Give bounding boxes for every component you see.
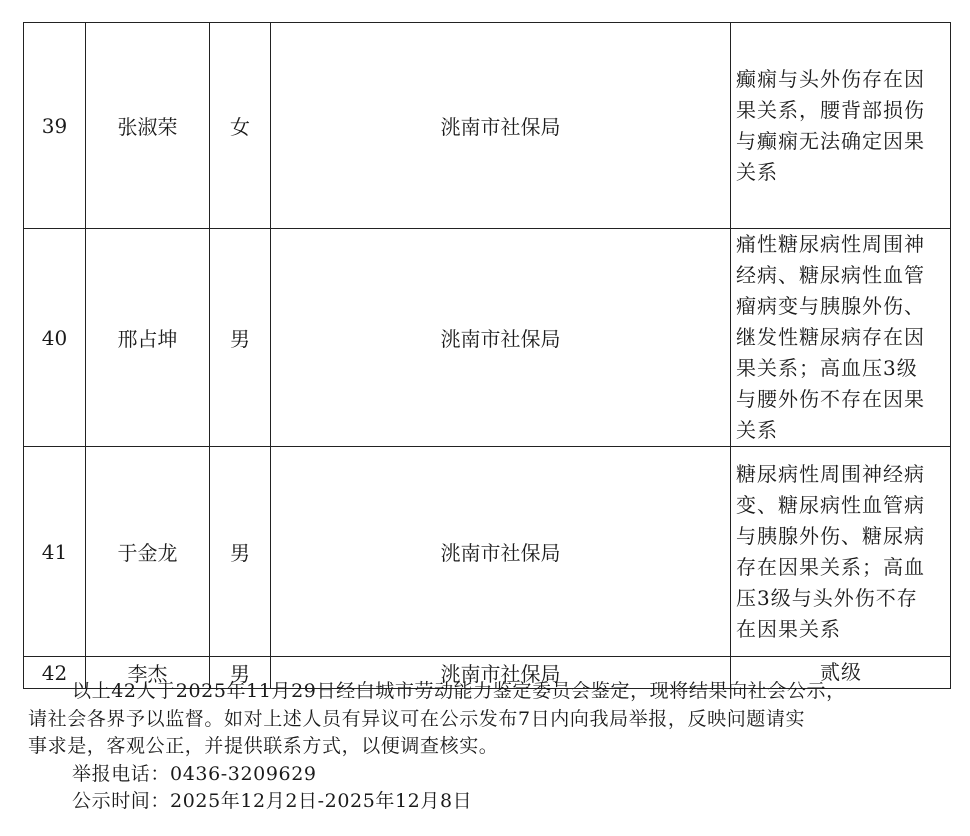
result-line: 经病、糖尿病性血管 — [736, 263, 925, 287]
person-name: 邢占坤 — [86, 229, 210, 447]
employer-unit: 洮南市社保局 — [271, 447, 731, 657]
result-line: 继发性糖尿病存在因 — [736, 325, 925, 349]
employer-unit: 洮南市社保局 — [271, 229, 731, 447]
result-line: 变、糖尿病性血管病 — [736, 492, 925, 517]
person-name: 张淑荣 — [86, 23, 210, 229]
result-line: 压3级与头外伤不存 — [736, 585, 918, 610]
appraisal-result — [731, 447, 951, 657]
result-line: 在因果关系 — [736, 616, 841, 641]
result-line: 糖尿病性周围神经病 — [736, 461, 925, 486]
notice-line: 请社会各界予以监督。如对上述人员有异议可在公示发布7日内向我局举报，反映问题请实 — [28, 707, 806, 730]
row-number: 39 — [24, 23, 86, 229]
gender: 男 — [210, 447, 271, 657]
row-number: 42 — [24, 657, 86, 689]
appraisal-result — [731, 23, 951, 229]
result-line: 果关系；高血压3级 — [736, 356, 918, 380]
table-row — [24, 447, 951, 657]
result-line: 果关系，腰背部损伤 — [736, 97, 925, 122]
result-line: 贰级 — [820, 660, 862, 684]
row-number: 40 — [24, 229, 86, 447]
table-row — [24, 229, 951, 447]
notice-line: 事求是，客观公正，并提供联系方式，以便调查核实。 — [28, 735, 499, 757]
result-line: 关系 — [736, 418, 778, 442]
public-notice — [28, 678, 953, 816]
result-line: 与癫痫无法确定因果 — [736, 128, 925, 153]
result-line: 与胰腺外伤、糖尿病 — [736, 523, 925, 548]
row-number: 41 — [24, 447, 86, 657]
result-line: 与腰外伤不存在因果 — [736, 387, 925, 411]
report-phone: 举报电话：0436-3209629 — [72, 762, 317, 785]
table-row — [24, 23, 951, 229]
person-name: 李杰 — [86, 657, 210, 689]
result-line: 瘤病变与胰腺外伤、 — [736, 294, 925, 318]
appraisal-result — [731, 229, 951, 447]
gender: 女 — [210, 23, 271, 229]
result-line: 癫痫与头外伤存在因 — [736, 66, 925, 91]
notice-line: 以上42人于2025年11月29日经白城市劳动能力鉴定委员会鉴定，现将结果向社会公示， — [72, 680, 846, 702]
result-line: 痛性糖尿病性周围神 — [736, 232, 925, 256]
publicity-period: 公示时间：2025年12月2日-2025年12月8日 — [72, 790, 473, 812]
person-name: 于金龙 — [86, 447, 210, 657]
employer-unit: 洮南市社保局 — [271, 23, 731, 229]
result-line: 关系 — [736, 159, 778, 184]
gender: 男 — [210, 229, 271, 447]
result-line: 存在因果关系；高血 — [736, 554, 925, 579]
gender: 男 — [210, 657, 271, 689]
appraisal-results-table — [23, 22, 951, 689]
employer-unit: 洮南市社保局 — [271, 657, 731, 689]
